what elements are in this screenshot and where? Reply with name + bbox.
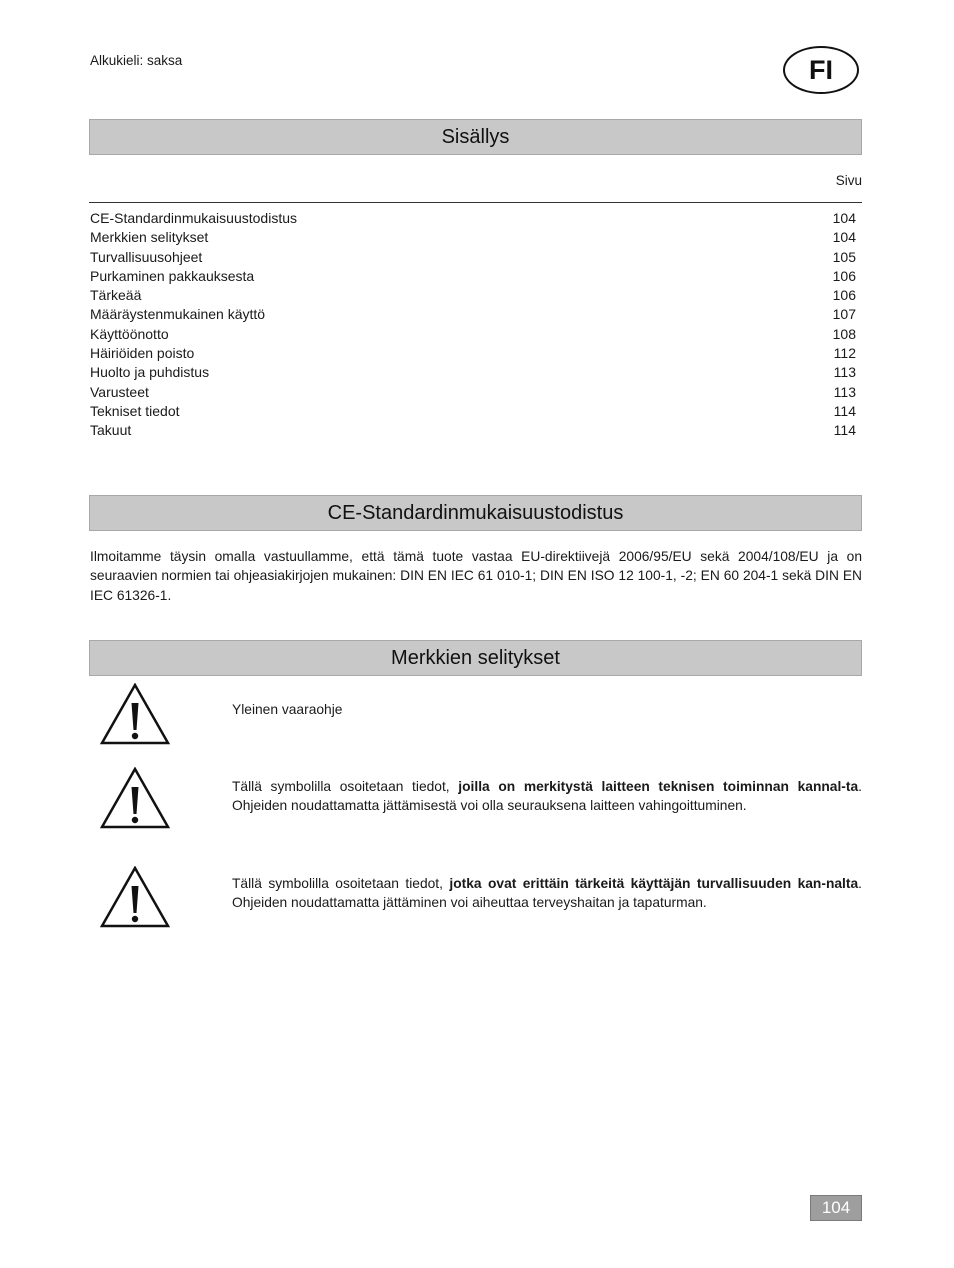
symbol-description: Yleinen vaaraohje [232, 702, 343, 717]
toc-entry-label: Häiriöiden poisto [90, 345, 195, 362]
toc-entry[interactable] [90, 267, 856, 286]
toc-entry-page: 114 [833, 422, 856, 439]
symbol-description [232, 777, 862, 816]
toc-entry[interactable] [90, 383, 856, 402]
toc-entry-page: 114 [833, 402, 856, 419]
ce-section-heading: CE-Standardinmukaisuustodistus [89, 495, 862, 531]
warning-triangle-icon [100, 767, 170, 829]
toc-entry[interactable] [90, 248, 856, 267]
toc-entry-page: 112 [833, 345, 856, 362]
toc-entry-page: 105 [832, 248, 856, 265]
symbol-description-emphasis: jotka ovat erittäin tärkeitä käyttäjän turvallisuuden kan-nalta [449, 876, 859, 891]
toc-entry[interactable] [90, 209, 856, 228]
toc-divider [89, 202, 862, 203]
source-language-note: Alkukieli: saksa [90, 53, 183, 68]
toc-entry-label: Takuut [90, 422, 132, 439]
ce-declaration-text: Ilmoitamme täysin omalla vastuullamme, että tämä tuote vastaa EU-direktiivejä 2006/95/EU sekä 2004/108/EU ja on seuraavien normien tai ohjeasiakirjojen mukainen: DIN EN IEC 61 010-1; DIN EN ISO 12 100-1, -2; EN 60 204-1 sekä DIN EN IEC 61326-1. [90, 549, 862, 603]
toc-entry-label: Varusteet [90, 383, 149, 400]
symbol-description-text: Tällä symbolilla osoitetaan tiedot, [232, 876, 450, 891]
toc-entry[interactable] [90, 228, 856, 247]
table-of-contents [90, 209, 856, 441]
symbol-description-text: Tällä symbolilla osoitetaan tiedot, [232, 779, 459, 794]
toc-entry-label: Huolto ja puhdistus [90, 364, 210, 381]
toc-entry-page: 104 [832, 229, 856, 246]
toc-entry[interactable] [90, 363, 856, 382]
toc-heading: Sisällys [89, 119, 862, 155]
warning-triangle-icon [100, 683, 170, 745]
toc-entry[interactable] [90, 286, 856, 305]
page-number: 104 [810, 1195, 862, 1221]
toc-entry-label: Tärkeää [90, 287, 142, 304]
toc-entry[interactable] [90, 325, 856, 344]
symbols-section-heading: Merkkien selitykset [89, 640, 862, 676]
toc-entry[interactable] [90, 305, 856, 324]
toc-entry-label: Käyttöönotto [90, 325, 169, 342]
toc-entry-page: 106 [832, 287, 856, 304]
toc-entry-label: Purkaminen pakkauksesta [90, 267, 255, 284]
toc-page-column-label: Sivu [835, 173, 862, 188]
toc-entry-label: Turvallisuusohjeet [90, 248, 203, 265]
toc-entry-page: 106 [832, 267, 856, 284]
toc-entry-page: 108 [832, 325, 856, 342]
symbol-description [232, 874, 862, 913]
symbol-description-text: . Ohjeiden noudattamatta jättäminen voi aiheuttaa terveyshaitan ja tapaturman. [232, 876, 863, 911]
toc-entry-label: Määräystenmukainen käyttö [90, 306, 266, 323]
warning-triangle-icon [100, 866, 170, 928]
toc-entry-page: 104 [832, 210, 856, 226]
toc-entry-label: Merkkien selitykset [90, 229, 209, 246]
toc-entry-page: 113 [833, 364, 856, 381]
toc-entry-label: Tekniset tiedot [90, 402, 180, 419]
language-badge: FI [783, 46, 859, 94]
symbol-description-emphasis: joilla on merkitystä laitteen teknisen toiminnan kannal-ta [458, 779, 859, 794]
toc-entry-page: 113 [833, 383, 856, 400]
toc-entry-label: CE-Standardinmukaisuustodistus [90, 210, 297, 226]
toc-entry-page: 107 [832, 306, 856, 323]
symbol-description-text: . Ohjeiden noudattamatta jättämisestä voi olla seurauksena laitteen vahingoittuminen. [232, 779, 863, 814]
toc-entry[interactable] [90, 421, 856, 440]
toc-entry[interactable] [90, 402, 856, 421]
toc-entry[interactable] [90, 344, 856, 363]
